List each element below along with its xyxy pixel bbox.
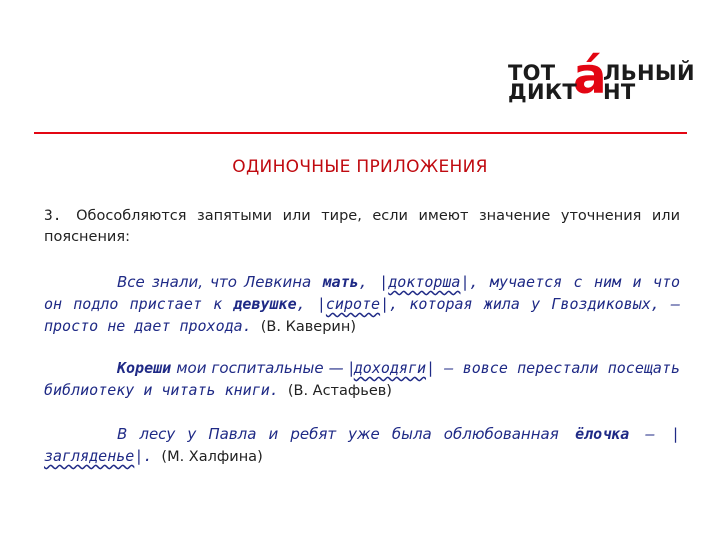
example-paragraph-1 xyxy=(44,271,680,338)
punctuation: |. xyxy=(134,447,153,465)
head-word: девушке xyxy=(233,295,297,313)
example-paragraph-3 xyxy=(44,423,680,468)
logo-text-top-left: ТОТ xyxy=(508,61,556,85)
example-author: (М. Халфина) xyxy=(161,449,263,465)
example-author: (В. Астафьев) xyxy=(287,383,392,399)
head-word: мать xyxy=(322,273,359,291)
example-text: |, мучается с ним и что он подло пристает к xyxy=(44,273,681,313)
example-text: мои госпитальные — | xyxy=(171,359,354,377)
punctuation: , | xyxy=(296,295,326,313)
slide-title: ОДИНОЧНЫЕ ПРИЛОЖЕНИЯ xyxy=(232,157,488,177)
example-paragraph-2 xyxy=(44,357,680,402)
head-word: ёлочка xyxy=(575,425,630,443)
example-text: В лесу у Павла и ребят уже была облюбованная xyxy=(117,425,559,443)
appositive-word: докторша xyxy=(388,273,461,291)
totalny-diktant-logo xyxy=(508,47,695,105)
appositive-word: сироте xyxy=(325,295,381,313)
rule-paragraph xyxy=(44,206,680,248)
logo-text-bottom-right: НТ xyxy=(603,80,636,104)
example-text: |, которая жила у Гвоздиковых, — просто не дает прохода. xyxy=(44,295,681,335)
appositive-word: загляденье xyxy=(44,447,135,465)
example-author: (В. Каверин) xyxy=(260,319,356,335)
example-text: | — вовсе перестали посещать библиотеку и читать книги. xyxy=(44,359,680,399)
logo-text-top-right: ЛЬНЫЙ xyxy=(603,61,695,85)
appositive-word: доходяги xyxy=(353,359,427,377)
punctuation: — | xyxy=(629,425,681,443)
punctuation: , | xyxy=(358,273,389,291)
head-word: Кореши xyxy=(117,359,172,377)
rule-number: 3. xyxy=(44,208,62,224)
example-text: Все знали, что Левкина xyxy=(117,273,312,291)
red-divider xyxy=(34,132,687,134)
rule-text: Обособляются запятыми или тире, если имеют значение уточнения или пояснения: xyxy=(44,208,681,245)
logo-text-bottom-left: ДИКТ xyxy=(508,80,577,104)
logo-accent-letter: а́ xyxy=(573,47,607,105)
